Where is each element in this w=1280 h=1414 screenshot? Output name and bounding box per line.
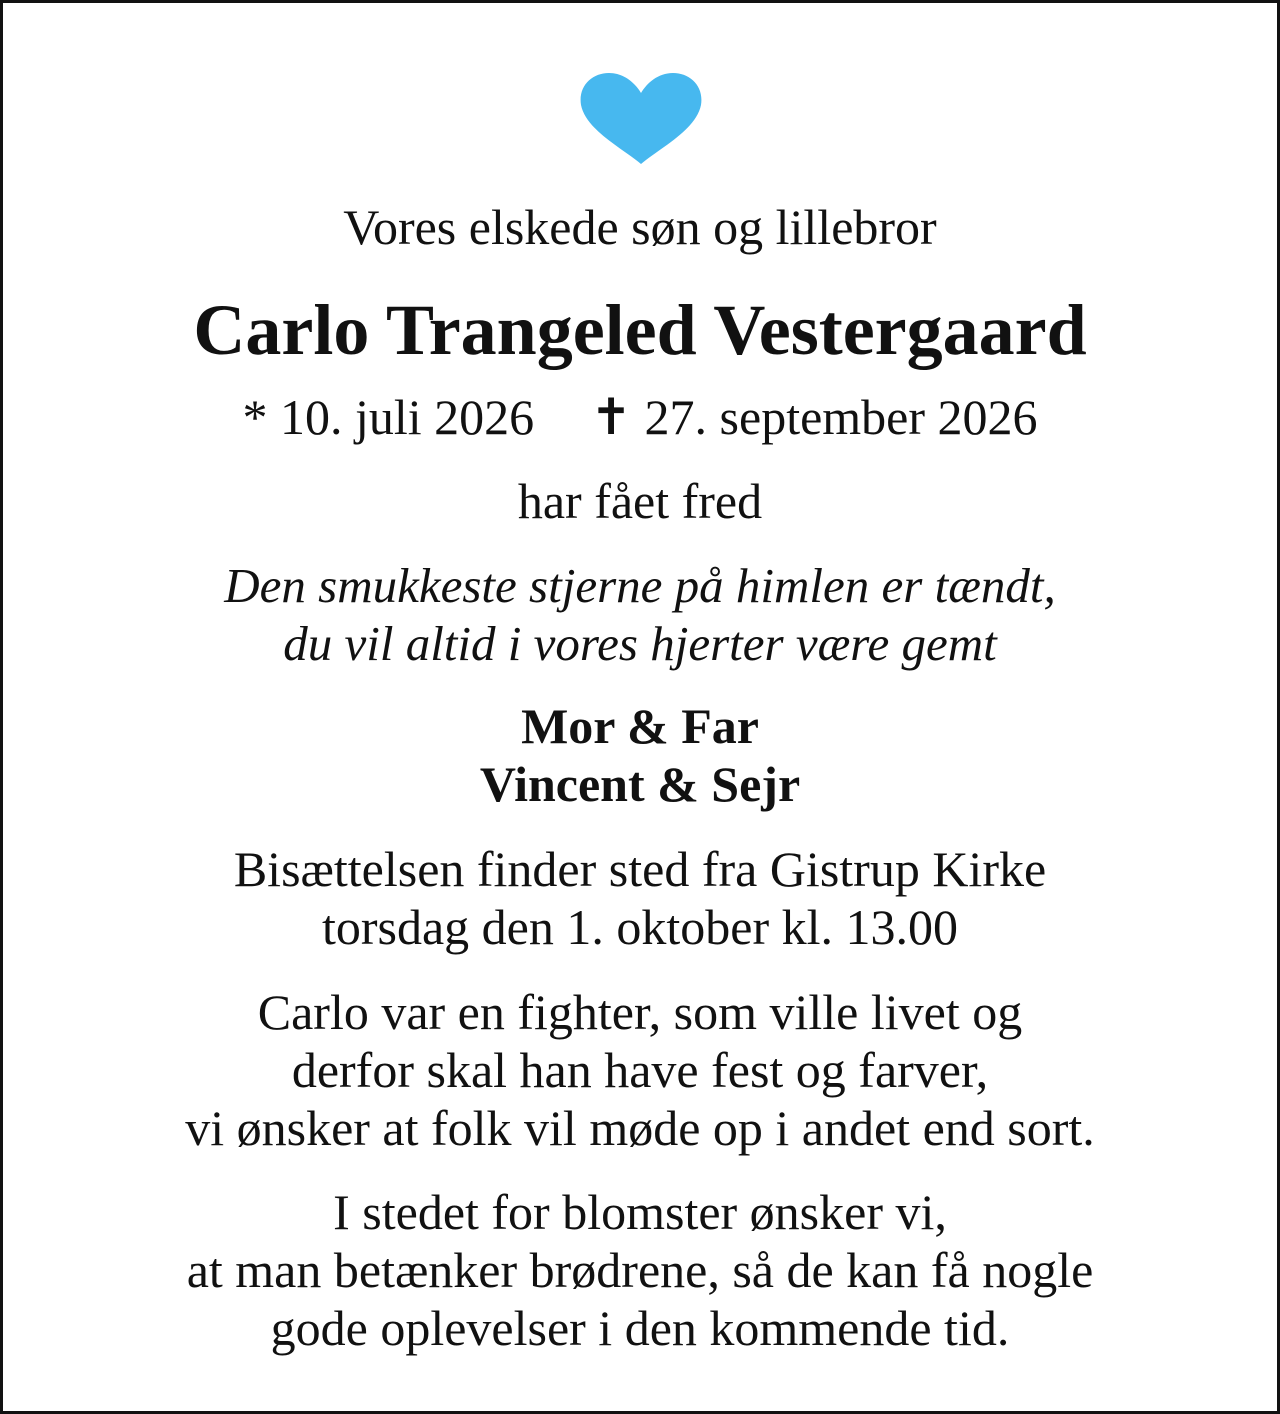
heart-icon [578, 72, 704, 166]
flowers-line: gode oplevelser i den kommende tid. [270, 1300, 1010, 1356]
dress-code-line: vi ønsker at folk vil møde op i andet end sort. [185, 1100, 1095, 1156]
flowers-text [0, 1183, 1280, 1357]
birth-date: * 10. juli 2026 [242, 389, 535, 445]
service-line: Bisættelsen finder sted fra Gistrup Kirke [233, 841, 1047, 897]
deceased-name: Carlo Trangeled Vestergaard [193, 290, 1087, 370]
intro-text: Vores elskede søn og lillebror [343, 199, 937, 255]
family-line: Vincent & Sejr [479, 756, 801, 812]
status-text: har fået fred [517, 473, 763, 529]
dress-code-line: derfor skal han have fest og farver, [291, 1042, 989, 1098]
service-line: torsdag den 1. oktober kl. 13.00 [321, 899, 958, 955]
memorial-verse [0, 557, 1280, 673]
family-names [0, 697, 1280, 813]
dress-code-text [0, 983, 1280, 1157]
verse-line: du vil altid i vores hjerter være gemt [283, 616, 997, 671]
service-info [0, 840, 1280, 956]
flowers-line: I stedet for blomster ønsker vi, [333, 1184, 947, 1240]
family-line: Mor & Far [521, 698, 759, 754]
verse-line: Den smukkeste stjerne på himlen er tændt, [224, 558, 1056, 613]
life-dates [0, 388, 1280, 446]
flowers-line: at man betænker brødrene, så de kan få nogle [186, 1242, 1094, 1298]
death-date: ✝ 27. september 2026 [590, 389, 1038, 445]
dress-code-line: Carlo var en fighter, som ville livet og [257, 984, 1023, 1040]
